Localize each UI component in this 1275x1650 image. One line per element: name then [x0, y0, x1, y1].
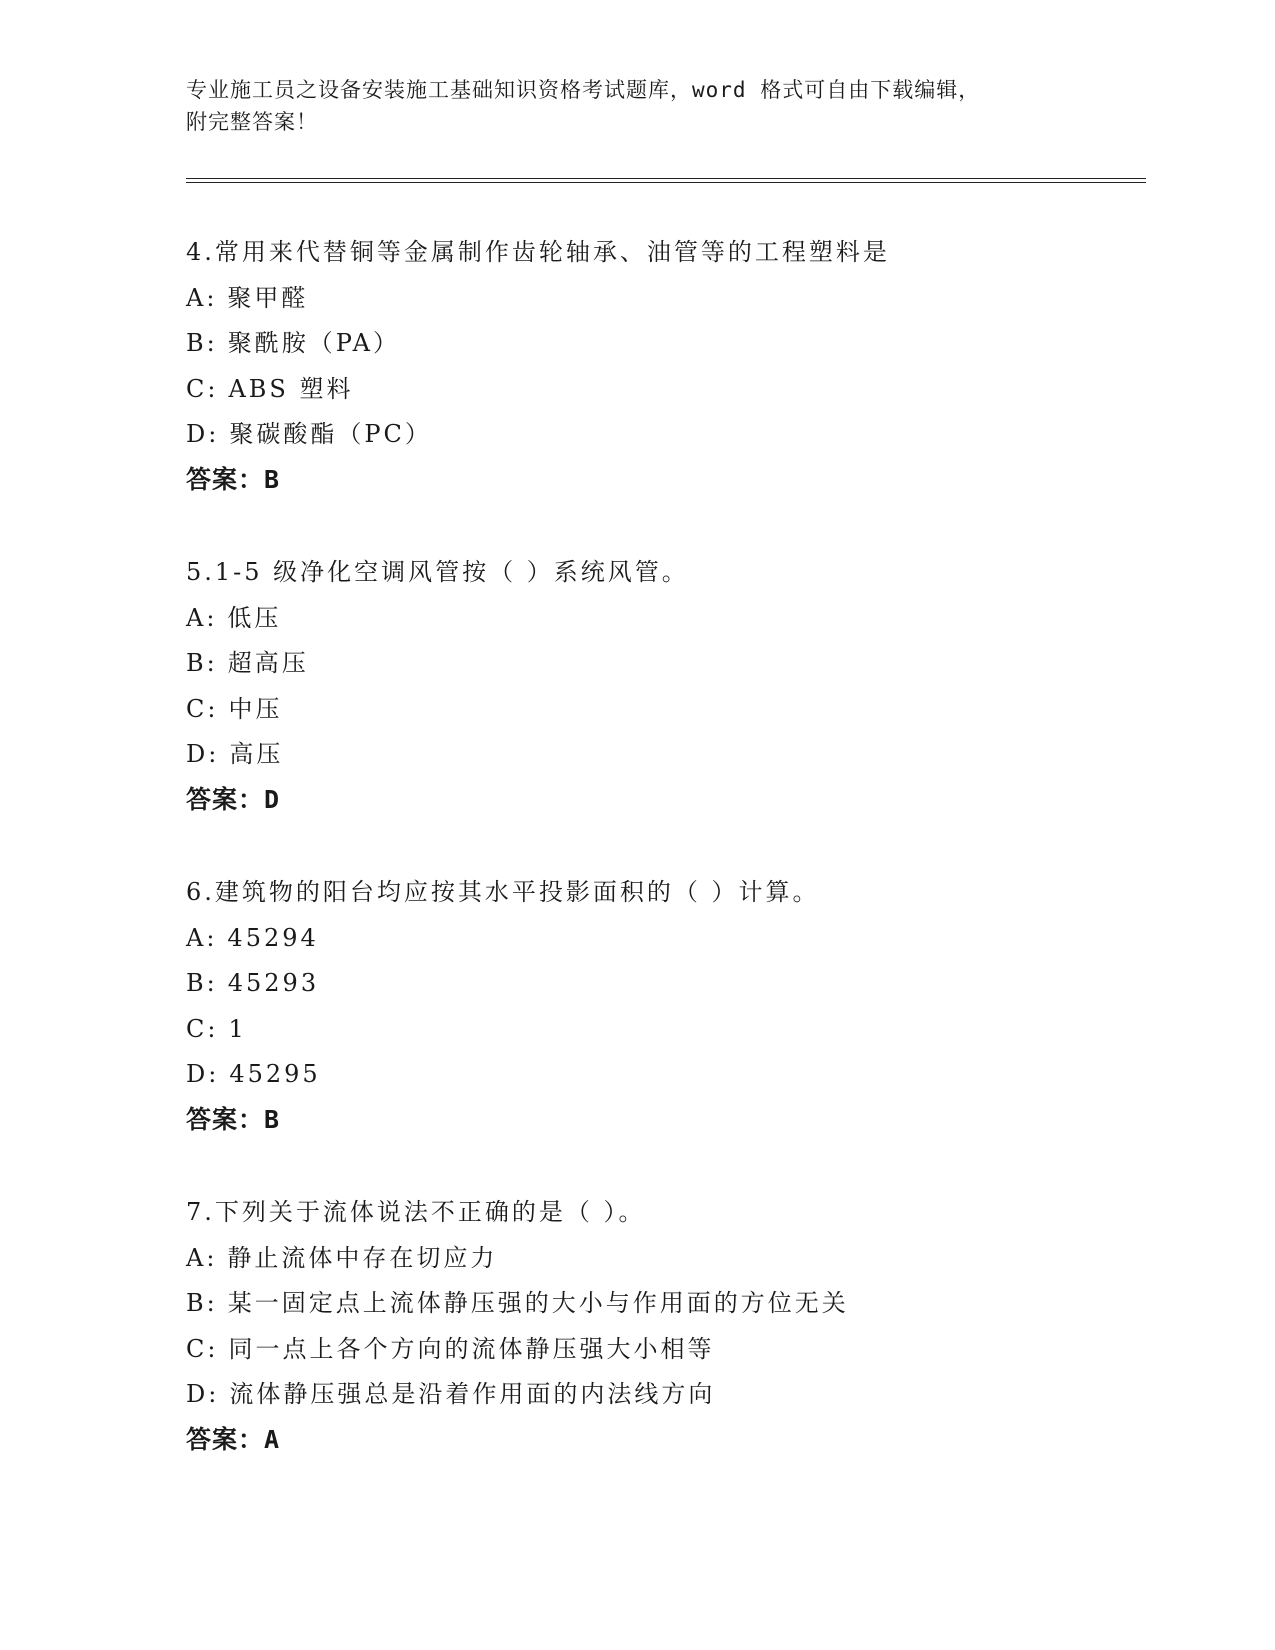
option-b — [186, 1287, 1126, 1333]
question-stem: 5.1-5 级净化空调风管按（ ）系统风管。 — [186, 558, 689, 586]
option-letter: A: — [186, 283, 218, 312]
option-b — [186, 647, 1126, 693]
option-letter: B: — [186, 329, 218, 357]
option-a — [186, 602, 1126, 648]
option-text: 流体静压强总是沿着作用面的内法线方向 — [229, 1380, 716, 1408]
option-d — [186, 1378, 1126, 1424]
question-list — [186, 236, 1126, 1516]
option-text: 45293 — [227, 969, 320, 997]
question-stem: 6.建筑物的阳台均应按其水平投影面积的（ ）计算。 — [186, 878, 820, 906]
option-letter: B: — [186, 649, 218, 677]
question-4 — [186, 236, 1126, 556]
question-stem: 7.下列关于流体说法不正确的是（ ）。 — [186, 1198, 646, 1226]
option-text: 聚酰胺（PA） — [227, 329, 401, 357]
option-letter: A: — [186, 923, 218, 952]
question-5 — [186, 556, 1126, 876]
option-a — [186, 922, 1126, 968]
option-a — [186, 1242, 1126, 1288]
option-text: ABS 塑料 — [228, 374, 354, 403]
option-text: 聚碳酸酯（PC） — [229, 420, 432, 448]
question-stem: 4.常用来代替铜等金属制作齿轮轴承、油管等的工程塑料是 — [186, 238, 890, 266]
header-line-1: 专业施工员之设备安装施工基础知识资格考试题库，word 格式可自由下载编辑， — [186, 78, 981, 102]
option-letter: A: — [186, 1243, 218, 1272]
option-text: 45294 — [227, 923, 319, 952]
option-c — [186, 373, 1126, 419]
option-letter: D: — [186, 1380, 220, 1408]
option-text: 低压 — [227, 603, 282, 632]
option-b — [186, 967, 1126, 1013]
option-letter: B: — [186, 969, 218, 997]
option-text: 45295 — [229, 1060, 321, 1088]
answer-line: 答案：D — [186, 784, 281, 814]
option-c — [186, 1333, 1126, 1379]
option-text: 聚甲醛 — [227, 283, 309, 312]
option-letter: B: — [186, 1289, 218, 1317]
option-text: 中压 — [228, 694, 283, 723]
option-d — [186, 1058, 1126, 1104]
option-text: 高压 — [229, 740, 284, 768]
option-letter: A: — [186, 603, 218, 632]
option-a — [186, 282, 1126, 328]
option-letter: D: — [186, 1060, 220, 1088]
answer-line: 答案：B — [186, 1104, 281, 1134]
question-7 — [186, 1196, 1126, 1516]
answer-line: 答案：B — [186, 464, 281, 494]
option-letter: D: — [186, 420, 220, 448]
option-letter: C: — [186, 1334, 219, 1363]
option-letter: D: — [186, 740, 220, 768]
option-letter: C: — [186, 1014, 219, 1043]
option-d — [186, 418, 1126, 464]
header-divider — [186, 178, 1146, 183]
answer-line: 答案：A — [186, 1424, 281, 1454]
option-b — [186, 327, 1126, 373]
option-text: 1 — [228, 1014, 247, 1043]
option-letter: C: — [186, 694, 219, 723]
option-text: 某一固定点上流体静压强的大小与作用面的方位无关 — [227, 1289, 849, 1317]
option-text: 静止流体中存在切应力 — [227, 1243, 498, 1272]
option-d — [186, 738, 1126, 784]
header-line-2: 附完整答案！ — [186, 110, 318, 134]
option-letter: C: — [186, 374, 219, 403]
option-text: 同一点上各个方向的流体静压强大小相等 — [228, 1334, 715, 1363]
option-c — [186, 1013, 1126, 1059]
option-c — [186, 693, 1126, 739]
document-header — [186, 74, 1086, 138]
option-text: 超高压 — [227, 649, 309, 677]
question-6 — [186, 876, 1126, 1196]
